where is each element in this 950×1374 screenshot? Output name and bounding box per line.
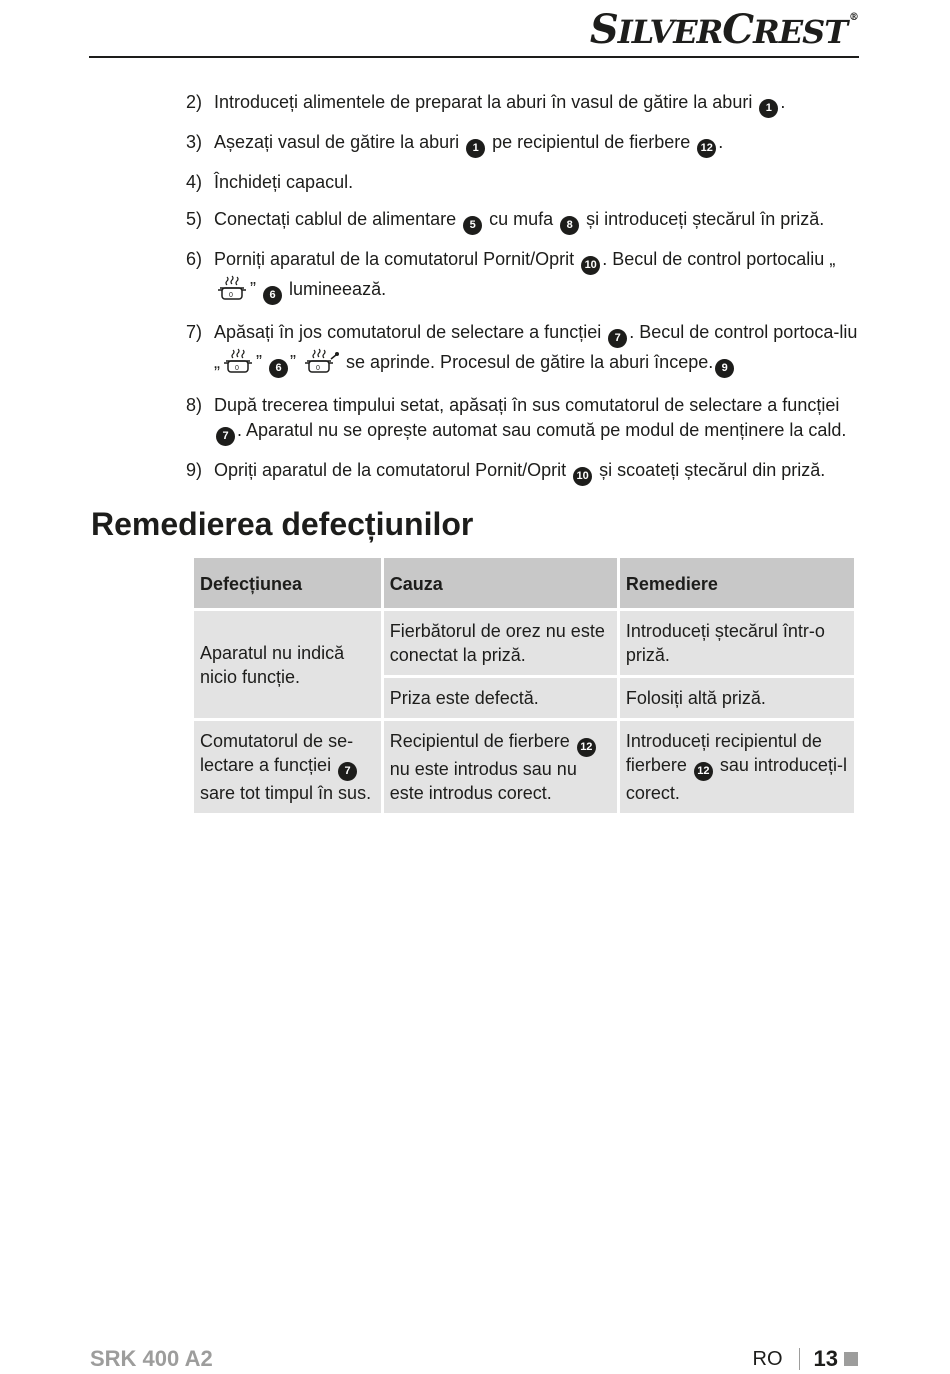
step-item [186,90,862,118]
step-text: . [718,132,724,152]
step-item [186,207,862,235]
svg-text:0: 0 [229,292,233,299]
step-text: Închideți capacul. [214,172,354,192]
step-text: și introduceți ștecărul în priză. [581,209,825,229]
step-text: . Becul de control portoca-liu „ [214,322,858,372]
step-text: Porniți aparatul de la comutatorul Pornit/Oprit [214,249,580,269]
step-text: se aprinde. Procesul de gătire la aburi începe. [341,352,714,372]
footer-square-icon [844,1352,858,1366]
section-title: Remedierea defecțiunilor [91,506,474,542]
steamer-pot-red-icon [302,348,340,381]
step-text: . [780,92,786,112]
callout-8: 8 [560,216,579,235]
cell-text: Recipientul de fierbere [389,731,575,751]
header-rule [89,56,859,58]
cell-text: Introduceți recipientul de fierbere [625,731,822,775]
step-item [186,320,862,381]
brand-logo: SILVERCREST ® [589,6,858,53]
callout-10: 10 [581,256,600,275]
step-text: . Becul de control portocaliu „ [602,249,836,269]
header-cell: Cauza [384,558,617,608]
step-text: ” [256,352,267,372]
step-item [186,130,862,158]
problem-cell [194,721,381,813]
cell-text: nu este introdus sau nu este introdus corect. [389,759,577,803]
callout-7: 7 [338,762,357,781]
step-text: și scoateți ștecărul din priză. [594,460,826,480]
step-text: ” [290,352,301,372]
callout-10: 10 [573,467,592,486]
cell-text: sau introduceți-l corect. [625,755,847,803]
cell-text: Comutatorul de se-lectare a funcției [200,731,354,775]
fix-cell [620,721,854,813]
step-number: 9) [186,460,203,480]
fix-cell: Folosiți altă priză. [620,678,854,718]
step-item [186,458,862,486]
callout-6: 6 [269,359,288,378]
footer-page-info [753,1346,858,1372]
step-number: 2) [186,92,203,112]
callout-7: 7 [216,427,235,446]
troubleshooting-table [191,555,857,816]
step-item [186,247,862,308]
callout-1: 1 [466,139,485,158]
step-number: 5) [186,209,203,229]
fix-cell: Introduceți ștecărul într-o priză. [620,611,854,675]
svg-text:0: 0 [235,365,239,372]
step-text: Așezați vasul de gătire la aburi [214,132,465,152]
footer-divider [799,1348,800,1370]
step-text: cu mufa [484,209,559,229]
step-text: . Aparatul nu se oprește automat sau comută pe modul de menținere la cald. [237,420,847,440]
cause-cell [384,721,617,813]
table-row [194,611,854,675]
step-text: Conectați cablul de alimentare [214,209,462,229]
header-cell: Defecțiunea [194,558,381,608]
steamer-pot-icon [221,348,255,381]
callout-12: 12 [697,139,716,158]
svg-text:0: 0 [316,365,320,372]
step-number: 6) [186,249,203,269]
cause-cell: Fierbătorul de orez nu este conectat la priză. [384,611,617,675]
callout-12: 12 [577,738,596,757]
cause-cell: Priza este defectă. [384,678,617,718]
step-number: 4) [186,172,203,192]
footer-language: RO [752,1347,783,1370]
page-number: 13 [813,1346,838,1371]
step-text: După trecerea timpului setat, apăsați în sus comutatorul de selectare a funcției [214,395,840,415]
step-text: Apăsați în jos comutatorul de selectare a funcției [214,322,607,342]
steamer-pot-icon [215,275,249,308]
footer-model: SRK 400 A2 [90,1346,213,1371]
step-item [186,170,862,195]
step-text: pe recipientul de fierbere [487,132,696,152]
step-number: 8) [186,395,203,415]
step-item [186,393,862,446]
step-number: 7) [186,322,203,342]
step-number: 3) [186,132,203,152]
step-text: Introduceți alimentele de preparat la aburi în vasul de gătire la aburi [214,92,758,112]
step-text: ” [250,279,256,299]
instruction-steps [186,90,862,498]
callout-6: 6 [263,286,282,305]
problem-cell: Aparatul nu indică nicio funcție. [194,611,381,718]
header-cell: Remediere [620,558,854,608]
callout-1: 1 [759,99,778,118]
callout-12: 12 [694,762,713,781]
callout-5: 5 [463,216,482,235]
cell-text: sare tot timpul în sus. [200,783,372,803]
table-row [194,721,854,813]
table-header-row [194,558,854,608]
callout-9: 9 [715,359,734,378]
step-text: Opriți aparatul de la comutatorul Pornit/Oprit [214,460,572,480]
step-text: lumineează. [284,279,387,299]
callout-7: 7 [608,329,627,348]
